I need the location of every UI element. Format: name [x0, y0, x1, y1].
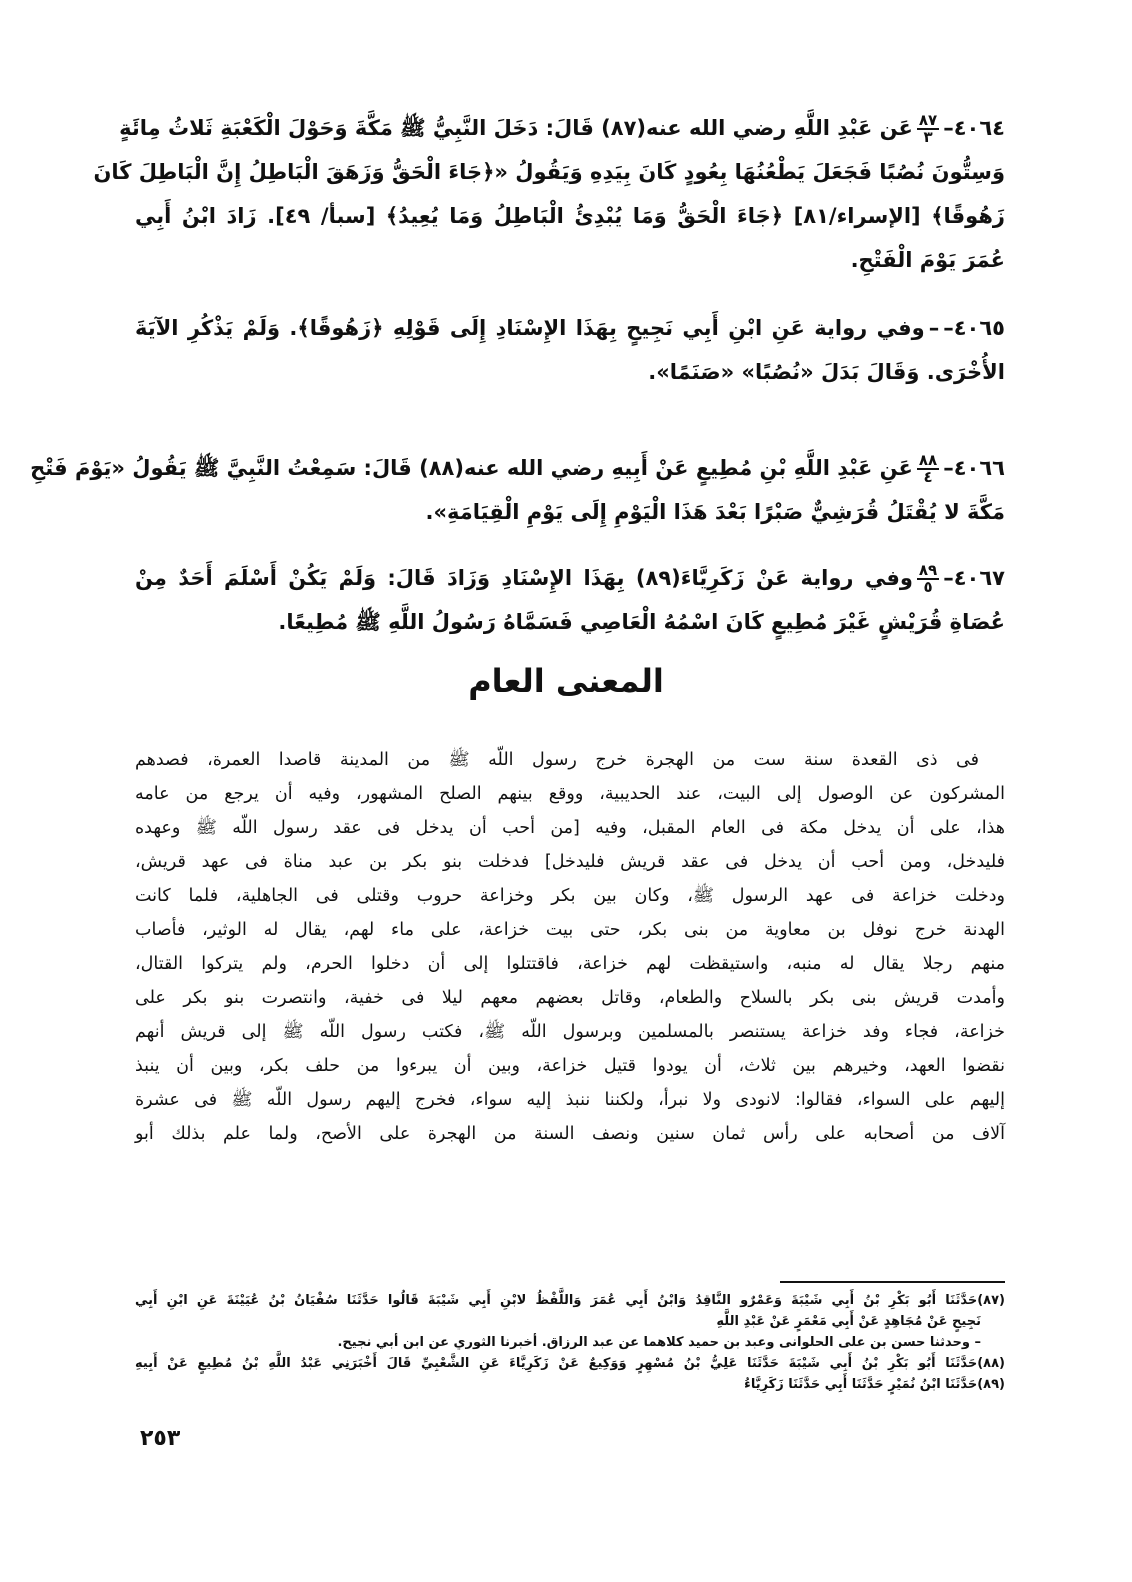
hadith-line: زَهُوقًا﴾ [الإسراء/٨١] ﴿جَاءَ الْحَقُّ وَمَا يُبْدِئُ الْبَاطِلُ وَمَا يُعِيدُ﴾ [سبأ/ ٤٩]. زَادَ ابْنُ أَبِي [135, 204, 1005, 228]
body-line: فليدخل، ومن أحب أن يدخل فى عقد قريش فليدخل] فدخلت بنو بكر بن عبد مناة فى عهد قريش، [135, 852, 1005, 872]
body-line: إليهم على السواء، فقالوا: لانودى ولا نبرأ، ولكننا ننبذ إليه سواء، فخرج إليهم رسول اللّه ﷺ فى عشرة [135, 1090, 1005, 1110]
hadith-text: عَن عَبْدِ اللَّهِ رضي الله عنه(٨٧) قَالَ: دَخَلَ النَّبِيُّ ﷺ مَكَّةَ وَحَوْلَ الْكَعْبَةِ ثَلاثُ مِائَةٍ [119, 116, 913, 140]
hadith-line: الأُخْرَى. وَقَالَ بَدَلَ «نُصُبًا» «صَنَمًا». [648, 360, 1005, 384]
hadith-line: وَسِتُّونَ نُصُبًا فَجَعَلَ يَطْعُنُهَا بِعُودٍ كَانَ بِيَدِهِ وَيَقُولُ «﴿جَاءَ الْحَقُّ وَزَهَقَ الْبَاطِلُ إِنَّ الْبَاطِلَ كَانَ [93, 160, 1005, 184]
hadith-number: ٤٠٦٦– [943, 456, 1005, 480]
body-line: الهدنة خرج نوفل بن معاوية من بنى بكر، حتى بيت خزاعة، على ماء لهم، يقال له الوثير، فأصاب [135, 920, 1005, 940]
hadith-4066 [30, 446, 1005, 534]
hadith-line [135, 556, 1005, 600]
section-heading: المعنى العام [468, 662, 664, 700]
footnotes [135, 1290, 1005, 1395]
hadith-4064 [93, 106, 1005, 282]
fraction-denominator: ٥ [923, 578, 933, 596]
footnote-89: (٨٩)حَدَّثَنَا ابْنُ نُمَيْرٍ حَدَّثَنَا أَبِي حَدَّثَنَا زَكَرِيَّاءُ [744, 1377, 1005, 1392]
hadith-line [135, 306, 1005, 350]
page-number: ٢٥٣ [140, 1426, 181, 1451]
body-line: نقضوا العهد، وخيرهم بين ثلاث، أن يودوا قتيل خزاعة، وبين أن يبرءوا من حلف بكر، وبين أن ينبذ [135, 1056, 1005, 1076]
footnote-88: (٨٨)حَدَّثَنَا أَبُو بَكْرِ بْنُ أَبِي شَيْبَةَ حَدَّثَنَا عَلِيُّ بْنُ مُسْهِرٍ وَوَكِيعٌ عَنْ زَكَرِيَّاءَ عَنِ الشَّعْبِيِّ قَالَ أَخْبَرَنِي عَبْدُ اللَّهِ بْنُ مُطِيعٍ عَنْ أَبِيهِ [135, 1356, 1005, 1371]
footnote-87-continued: نَجِيحٍ عَنْ مُجَاهِدٍ عَنْ أَبِي مَعْمَرٍ عَنْ عَبْدِ اللَّهِ [716, 1314, 981, 1329]
hadith-reference-fraction [917, 453, 939, 485]
hadith-reference-fraction [917, 113, 939, 145]
footnote-87: (٨٧)حَدَّثَنَا أَبُو بَكْرِ بْنُ أَبِي شَيْبَةَ وَعَمْرٌو النَّاقِدُ وَابْنُ أَبِي عُمَرَ وَاللَّفْظُ لابْنِ أَبِي شَيْبَةَ قَالُوا حَدَّثَنَا سُفْيَانُ بْنُ عُيَيْنَةَ عَنِ ابْنِ أَبِي [135, 1293, 1005, 1308]
footnote-87-alt-chain: – وحدثنا حسن بن على الحلوانى وعبد بن حميد كلاهما عن عبد الرزاق. أخبرنا الثوري عن ابن أبي نجيح. [337, 1335, 981, 1350]
fraction-denominator: ٤ [923, 468, 933, 486]
fraction-numerator: ٨٧ [918, 111, 938, 129]
hadith-reference-fraction [917, 563, 939, 595]
hadith-number: ٤٠٦٥– [943, 316, 1005, 340]
hadith-text: عَنِ عَبْدِ اللَّهِ بْنِ مُطِيعٍ عَنْ أَبِيهِ رضي الله عنه(٨٨) قَالَ: سَمِعْتُ النَّبِيَّ ﷺ يَقُولُ «يَوْمَ فَتْحِ [30, 456, 913, 480]
hadith-4065 [135, 306, 1005, 394]
body-line: آلاف من أصحابه على رأس ثمان سنين ونصف السنة من الهجرة على الأصح، ولما علم بذلك أبو [135, 1124, 1005, 1144]
body-paragraph [135, 743, 1005, 1151]
hadith-dash: – [928, 316, 940, 340]
body-line: منهم رجلا يقال له منبه، واستيقظت لهم خزاعة، فاقتتلوا إلى أن دخلوا الحرم، ولم يتركوا القتال، [135, 954, 1005, 974]
body-line: ودخلت خزاعة فى عهد الرسول ﷺ، وكان بين بكر وخزاعة حروب وقتلى فى الجاهلية، فلما كانت [135, 886, 1005, 906]
fraction-numerator: ٨٨ [918, 451, 938, 469]
body-line: هذا، على أن يدخل مكة فى العام المقبل، وفيه [من أحب أن يدخل فى عقد رسول اللّه ﷺ وعهده [135, 818, 1005, 838]
body-line: فى ذى القعدة سنة ست من الهجرة خرج رسول اللّه ﷺ من المدينة قاصدا العمرة، فصدهم [135, 750, 979, 770]
fraction-denominator: ٣ [923, 128, 933, 146]
hadith-number: ٤٠٦٧– [943, 566, 1005, 590]
footnote-divider [780, 1281, 1005, 1283]
hadith-text: وفي رواية عَنْ زَكَرِيَّاءَ(٨٩) بِهَذَا الإِسْنَادِ وَزَادَ قَالَ: وَلَمْ يَكُنْ أَسْلَمَ أَحَدٌ مِنْ [135, 566, 913, 590]
body-line: خزاعة، فجاء وفد خزاعة يستنصر بالمسلمين وبرسول اللّه ﷺ، فكتب رسول اللّه ﷺ إلى قريش أنهم [135, 1022, 1005, 1042]
hadith-number: ٤٠٦٤– [943, 116, 1005, 140]
hadith-line [119, 106, 1005, 150]
hadith-line [30, 446, 1005, 490]
hadith-line: مَكَّةَ لا يُقْتَلُ قُرَشِيٌّ صَبْرًا بَعْدَ هَذَا الْيَوْمِ إِلَى يَوْمِ الْقِيَامَةِ». [425, 500, 1005, 524]
hadith-line: عُصَاةِ قُرَيْشٍ غَيْرَ مُطِيعٍ كَانَ اسْمُهُ الْعَاصِي فَسَمَّاهُ رَسُولُ اللَّهِ ﷺ مُطِيعًا. [278, 610, 1005, 634]
fraction-numerator: ٨٩ [918, 561, 938, 579]
hadith-text: وفي رواية عَنِ ابْنِ أَبِي نَجِيحٍ بِهَذَا الإِسْنَادِ إِلَى قَوْلِهِ ﴿زَهُوقًا﴾. وَلَمْ يَذْكُرِ الآيَةَ [135, 316, 925, 340]
body-line: المشركون عن الوصول إلى البيت، عند الحديبية، ووقع بينهم الصلح المشهور، وفيه أن يرجع من عامه [135, 784, 1005, 804]
hadith-4067 [135, 556, 1005, 644]
body-line: وأمدت قريش بنى بكر بالسلاح والطعام، وقاتل بعضهم معهم ليلا فى خفية، وانتصرت بنو بكر على [135, 988, 1005, 1008]
hadith-line: عُمَرَ يَوْمَ الْفَتْحِ. [850, 248, 1005, 272]
